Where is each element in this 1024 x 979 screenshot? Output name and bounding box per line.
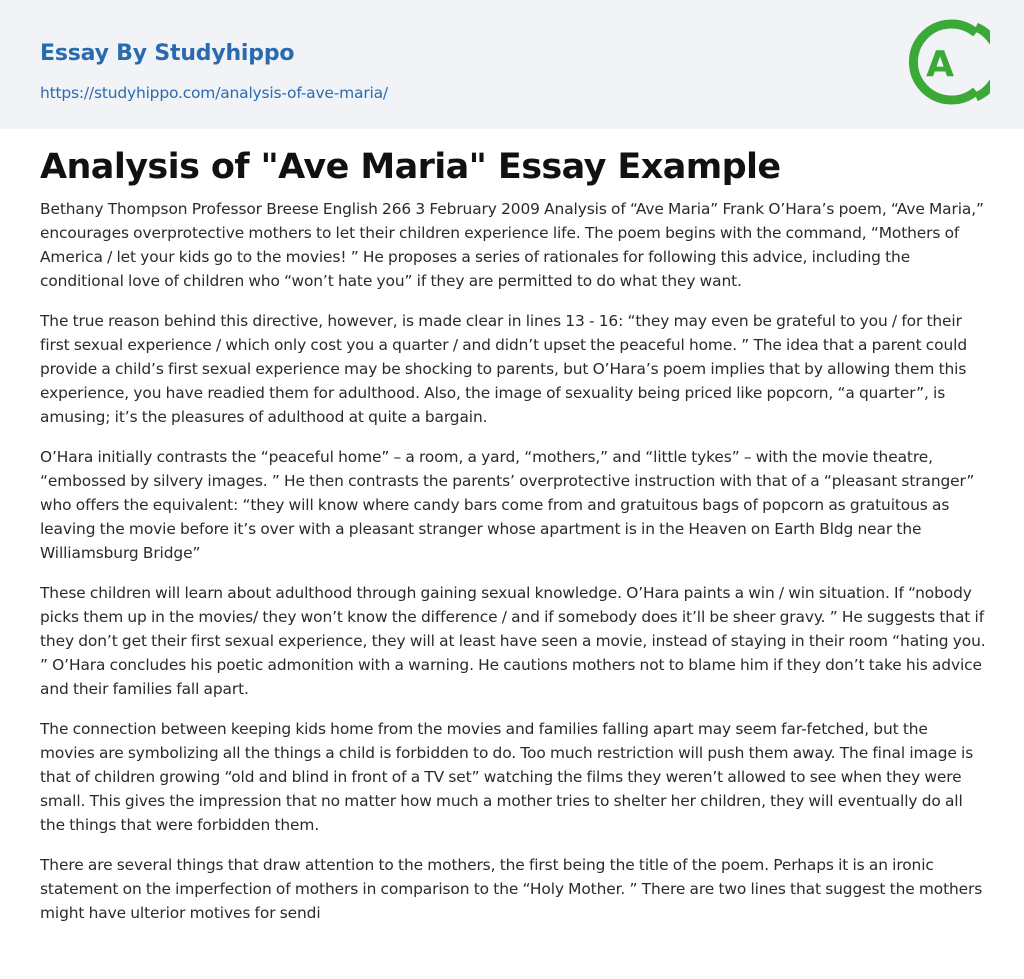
site-header	[0, 0, 1024, 129]
article-paragraph: The true reason behind this directive, however, is made clear in lines 13 - 16: “they may even be grateful to you / for their first sexual experience / which only cost you a quarter / and didn’t upset the peaceful home. ” The idea that a parent could provide a child’s first sexual experience may be shocking to parents, but O’Hara’s poem implies that by allowing them this experience, you have readied them for adulthood. Also, the image of sexuality being priced like popcorn, “a quarter”, is amusing; it’s the pleasures of adulthood at quite a bargain.	[40, 312, 967, 426]
studyhippo-logo-icon[interactable]	[906, 18, 990, 106]
article-title: Analysis of "Ave Maria" Essay Example	[40, 147, 781, 187]
article-paragraph: The connection between keeping kids home from the movies and families falling apart may seem far-fetched, but the movies are symbolizing all the things a child is forbidden to do. Too much restriction will push them away. The final image is that of children growing “old and blind in front of a TV set” watching the films they weren’t allowed to see when they were small. This gives the impression that no matter how much a mother tries to shelter her children, they will eventually do all the things that were forbidden them.	[40, 720, 974, 834]
article-paragraph: Bethany Thompson Professor Breese English 266 3 February 2009 Analysis of “Ave Maria” Frank O’Hara’s poem, “Ave Maria,” encourages overprotective mothers to let their children experience life. The poem begins with the command, “Mothers of America / let your kids go to the movies! ” He proposes a series of rationales for following this advice, including the conditional love of children who “won’t hate you” if they are permitted to do what they want.	[40, 200, 984, 290]
article-body	[40, 141, 986, 941]
article-paragraph: O’Hara initially contrasts the “peaceful home” – a room, a yard, “mothers,” and “little tykes” – with the movie theatre, “embossed by silvery images. ” He then contrasts the parents’ overprotective instruction with that of a “pleasant stranger” who offers the equivalent: “they will know where candy bars come from and gratuitous bags of popcorn as gratuitous as leaving the movie before it’s over with a pleasant stranger whose apartment is in the Heaven on Earth Bldg near the Williamsburg Bridge”	[40, 448, 975, 562]
site-brand[interactable]: Essay By Studyhippo	[40, 41, 295, 66]
article-paragraph: There are several things that draw attention to the mothers, the first being the title of the poem. Perhaps it is an ironic statement on the imperfection of mothers in comparison to the “Holy Mother. ” There are two lines that suggest the mothers might have ulterior motives for sendi	[40, 856, 983, 922]
article-paragraph: These children will learn about adulthood through gaining sexual knowledge. O’Hara paints a win / win situation. If “nobody picks them up in the movies/ they won’t know the difference / and if somebody does it’ll be sheer gravy. ” He suggests that if they don’t get their first sexual experience, they will at least have seen a movie, instead of staying in their room “hating you. ” O’Hara concludes his poetic admonition with a warning. He cautions mothers not to blame him if they don’t take his advice and their families fall apart.	[40, 584, 986, 698]
page-url-link[interactable]: https://studyhippo.com/analysis-of-ave-maria/	[40, 84, 388, 102]
logo-letter: A	[926, 44, 954, 85]
